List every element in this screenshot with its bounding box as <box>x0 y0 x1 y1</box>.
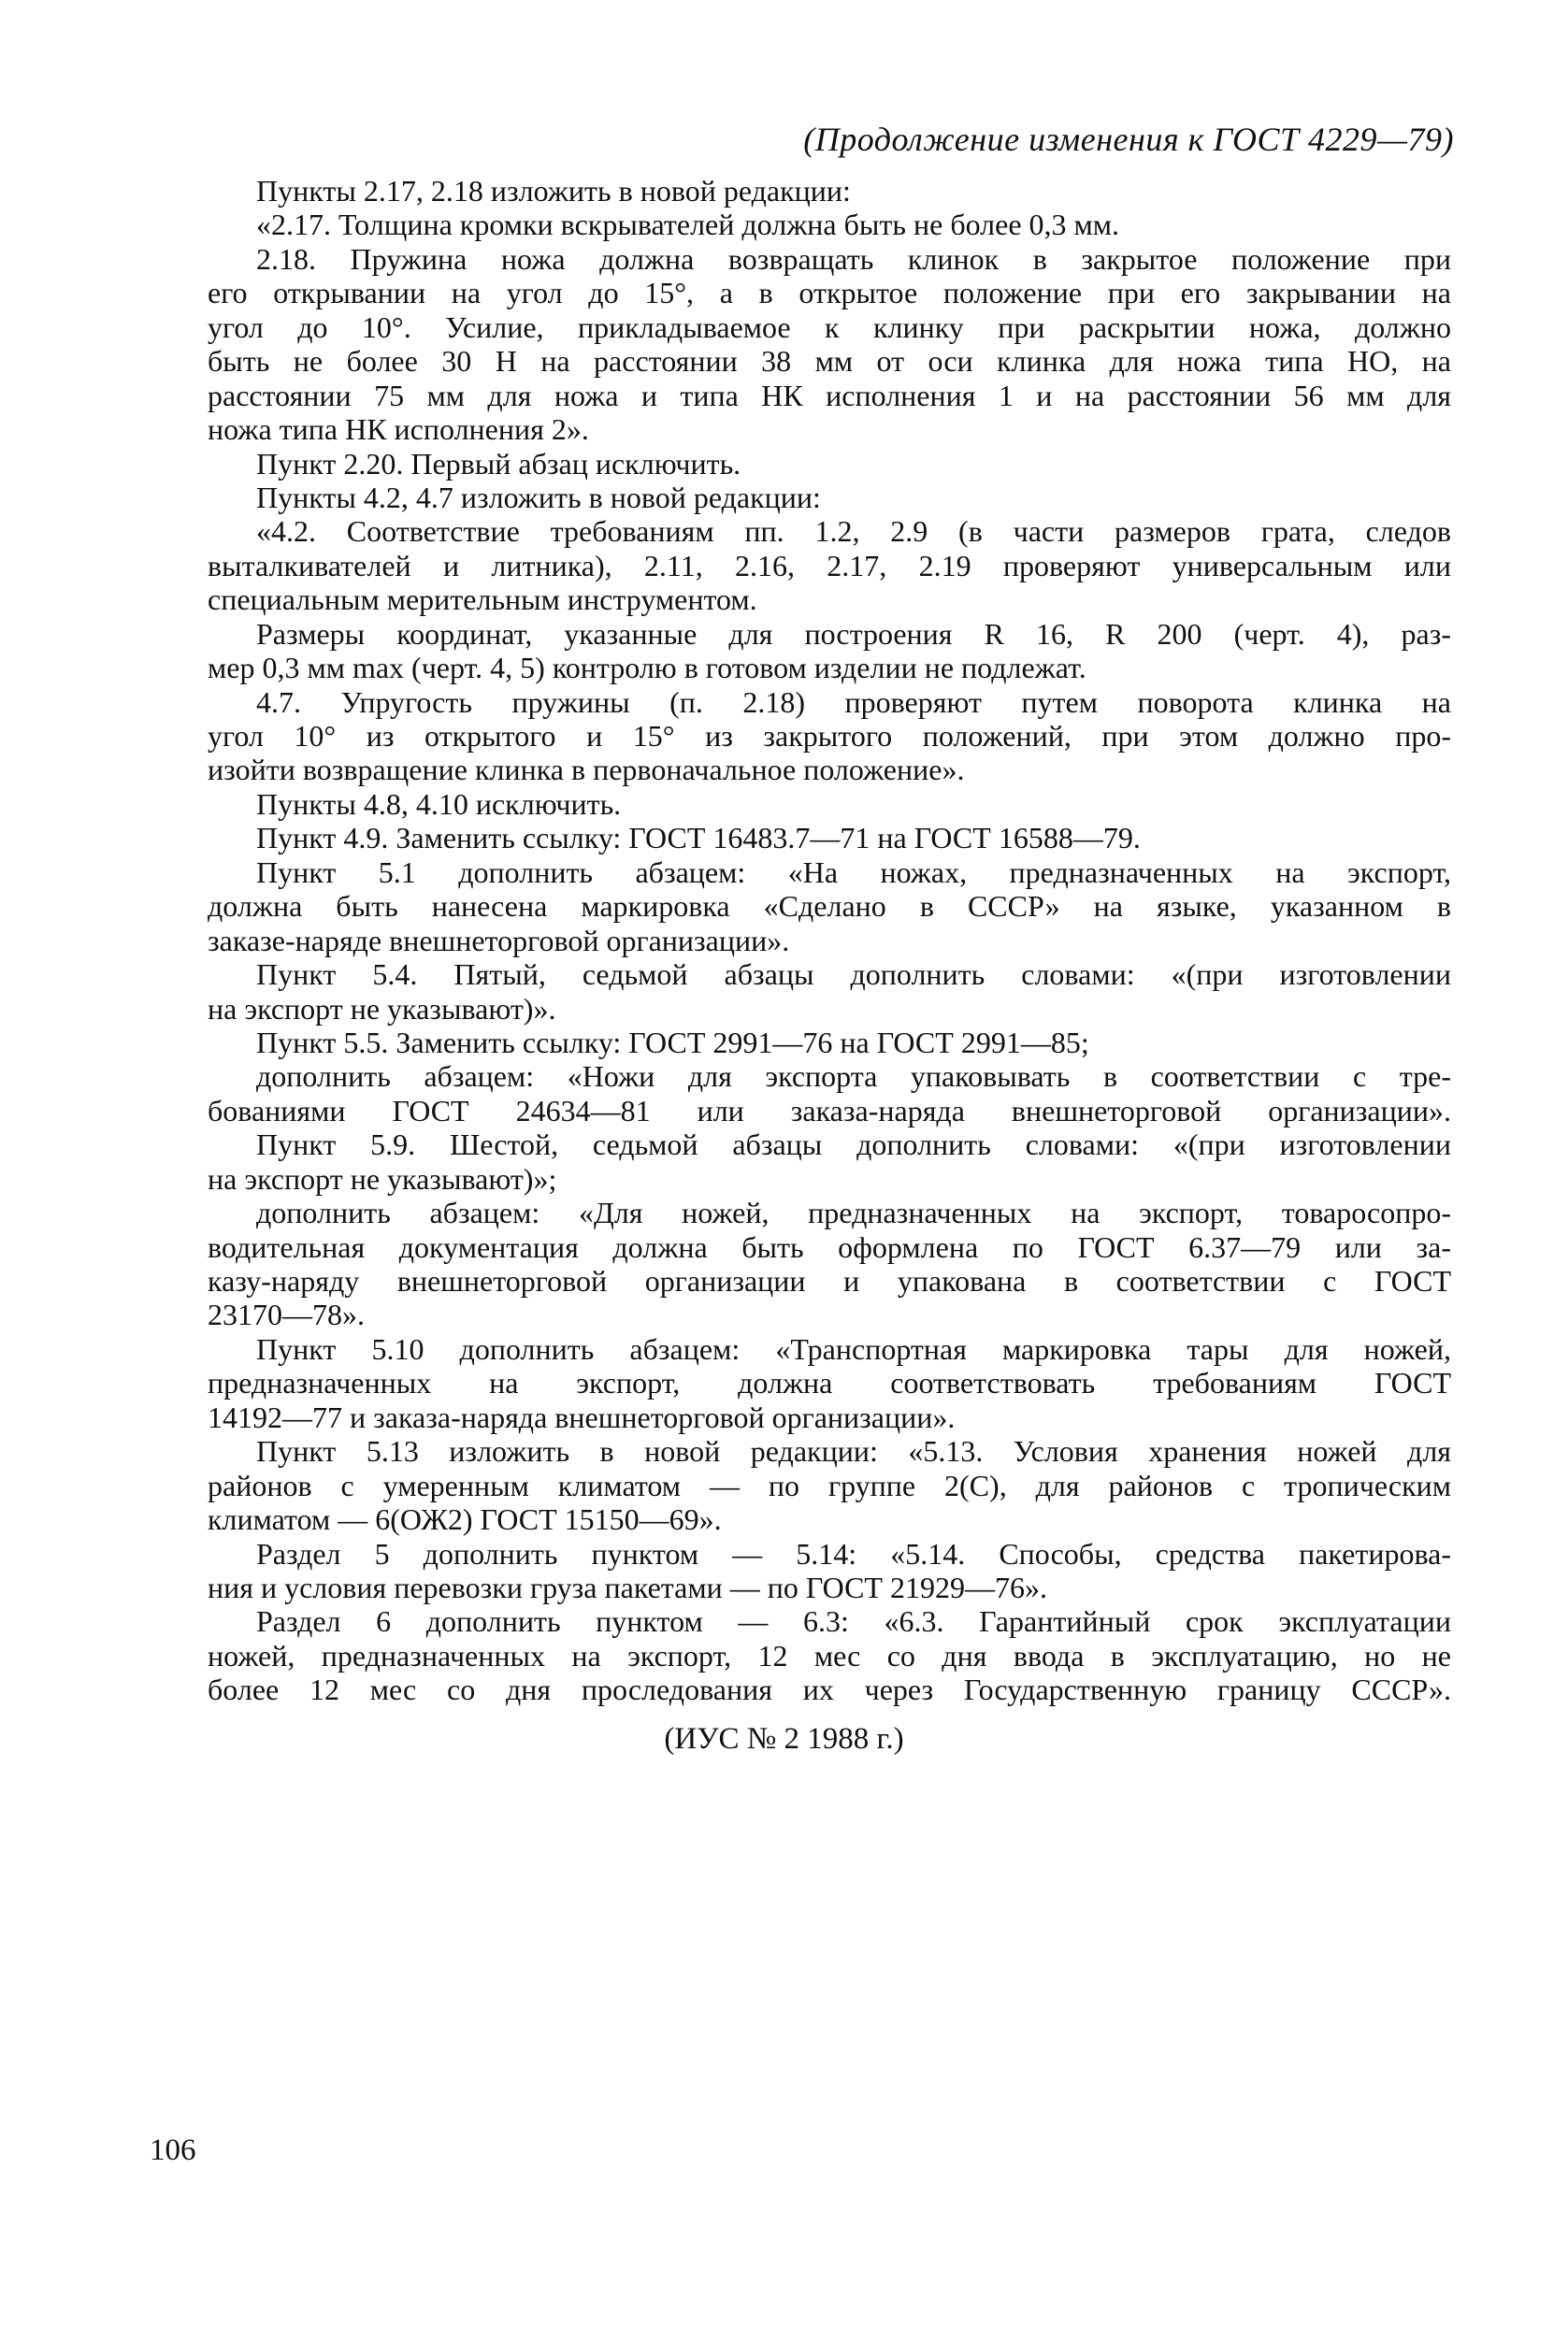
text-line: Пункт 2.20. Первый абзац исключить. <box>256 446 741 481</box>
text-line: Пункт 5.10 дополнить абзацем: «Транспортная маркировка тары для ножей, <box>256 1331 1451 1366</box>
text-line: ножей, предназначенных на экспорт, 12 мес со дня ввода в эксплуатацию, но не <box>208 1638 1451 1673</box>
text-line: Пункт 5.1 дополнить абзацем: «На ножах, предназначенных на экспорт, <box>256 855 1451 889</box>
running-header: (Продолжение изменения к ГОСТ 4229—79) <box>803 121 1454 158</box>
text-line: Пункт 5.13 изложить в новой редакции: «5.13. Условия хранения ножей для <box>256 1434 1451 1469</box>
text-line: Пункт 4.9. Заменить ссылку: ГОСТ 16483.7—71 на ГОСТ 16588—79. <box>256 821 1141 855</box>
text-line: Пункт 5.5. Заменить ссылку: ГОСТ 2991—76 на ГОСТ 2991—85; <box>256 1025 1089 1059</box>
text-line: казу-наряду внешнеторговой организации и упакована в соответствии с ГОСТ <box>208 1264 1451 1298</box>
text-line: 4.7. Упругость пружины (п. 2.18) проверяют путем поворота клинка на <box>256 684 1451 719</box>
text-line: 23170—78». <box>208 1298 365 1332</box>
text-line: Размеры координат, указанные для построения R 16, R 200 (черт. 4), раз- <box>256 616 1452 651</box>
text-line: ния и условия перевозки груза пакетами — по ГОСТ 21929—76». <box>208 1570 1047 1604</box>
text-line: климатом — 6(ОЖ2) ГОСТ 15150—69». <box>208 1502 722 1537</box>
text-line: Пункт 5.4. Пятый, седьмой абзацы дополнить словами: «(при изготовлении <box>256 957 1451 992</box>
text-line: 14192—77 и заказа-наряда внешнеторговой организации». <box>208 1400 956 1434</box>
text-line: должна быть нанесена маркировка «Сделано в СССР» на языке, указанном в <box>208 889 1451 924</box>
text-line: на экспорт не указывают)»; <box>208 1161 557 1196</box>
text-line: дополнить абзацем: «Ножи для экспорта упаковывать в соответствии с тре- <box>256 1059 1451 1094</box>
text-line: «4.2. Соответствие требованиям пп. 1.2, 2.9 (в части размеров грата, следов <box>256 514 1451 549</box>
text-line: Раздел 5 дополнить пунктом — 5.14: «5.14. Способы, средства пакетирова- <box>256 1536 1451 1571</box>
page-number: 106 <box>150 2133 196 2167</box>
text-line: Пункт 5.9. Шестой, седьмой абзацы дополнить словами: «(при изготовлении <box>256 1127 1451 1162</box>
document-body <box>208 174 1451 1707</box>
text-line: дополнить абзацем: «Для ножей, предназначенных на экспорт, товаросопро- <box>256 1196 1451 1230</box>
text-line: бованиями ГОСТ 24634—81 или заказа-наряда внешнеторговой организации». <box>208 1093 1451 1127</box>
text-line: расстоянии 75 мм для ножа и типа НК исполнения 1 и на расстоянии 56 мм для <box>208 378 1451 412</box>
text-line: угол 10° из открытого и 15° из закрытого положений, при этом должно про- <box>208 719 1451 753</box>
text-line: изойти возвращение клинка в первоначальное положение». <box>208 753 965 787</box>
source-note: (ИУС № 2 1988 г.) <box>664 1722 904 1756</box>
text-line: более 12 мес со дня проследования их через Государственную границу СССР». <box>208 1673 1451 1707</box>
text-line: быть не более 30 Н на расстоянии 38 мм от оси клинка для ножа типа НО, на <box>208 344 1451 379</box>
text-line: на экспорт не указывают)». <box>208 991 556 1026</box>
text-line: Пункты 4.8, 4.10 исключить. <box>256 786 622 821</box>
text-line: Раздел 6 дополнить пунктом — 6.3: «6.3. Гарантийный срок эксплуатации <box>256 1604 1451 1639</box>
text-line: районов с умеренным климатом — по группе 2(С), для районов с тропическим <box>208 1468 1451 1502</box>
text-line: Пункты 4.2, 4.7 изложить в новой редакции: <box>256 480 821 514</box>
text-line: выталкивателей и литника), 2.11, 2.16, 2.17, 2.19 проверяют универсальным или <box>208 548 1451 582</box>
text-line: ножа типа НК исполнения 2». <box>208 412 589 447</box>
text-line: предназначенных на экспорт, должна соответствовать требованиям ГОСТ <box>208 1366 1451 1400</box>
text-line: специальным мерительным инструментом. <box>208 582 757 617</box>
text-line: 2.18. Пружина ножа должна возвращать клинок в закрытое положение при <box>256 241 1451 276</box>
text-line: его открывании на угол до 15°, а в открытое положение при его закрывании на <box>208 276 1451 310</box>
text-line: «2.17. Толщина кромки вскрывателей должна быть не более 0,3 мм. <box>256 208 1120 242</box>
text-line: заказе-наряде внешнеторговой организации». <box>208 923 790 957</box>
text-line: Пункты 2.17, 2.18 изложить в новой редакции: <box>256 174 851 208</box>
text-line: угол до 10°. Усилие, прикладываемое к клинку при раскрытии ножа, должно <box>208 309 1451 344</box>
text-line: водительная документация должна быть оформлена по ГОСТ 6.37—79 или за- <box>208 1229 1451 1264</box>
text-line: мер 0,3 мм max (черт. 4, 5) контролю в готовом изделии не подлежат. <box>208 651 1086 685</box>
